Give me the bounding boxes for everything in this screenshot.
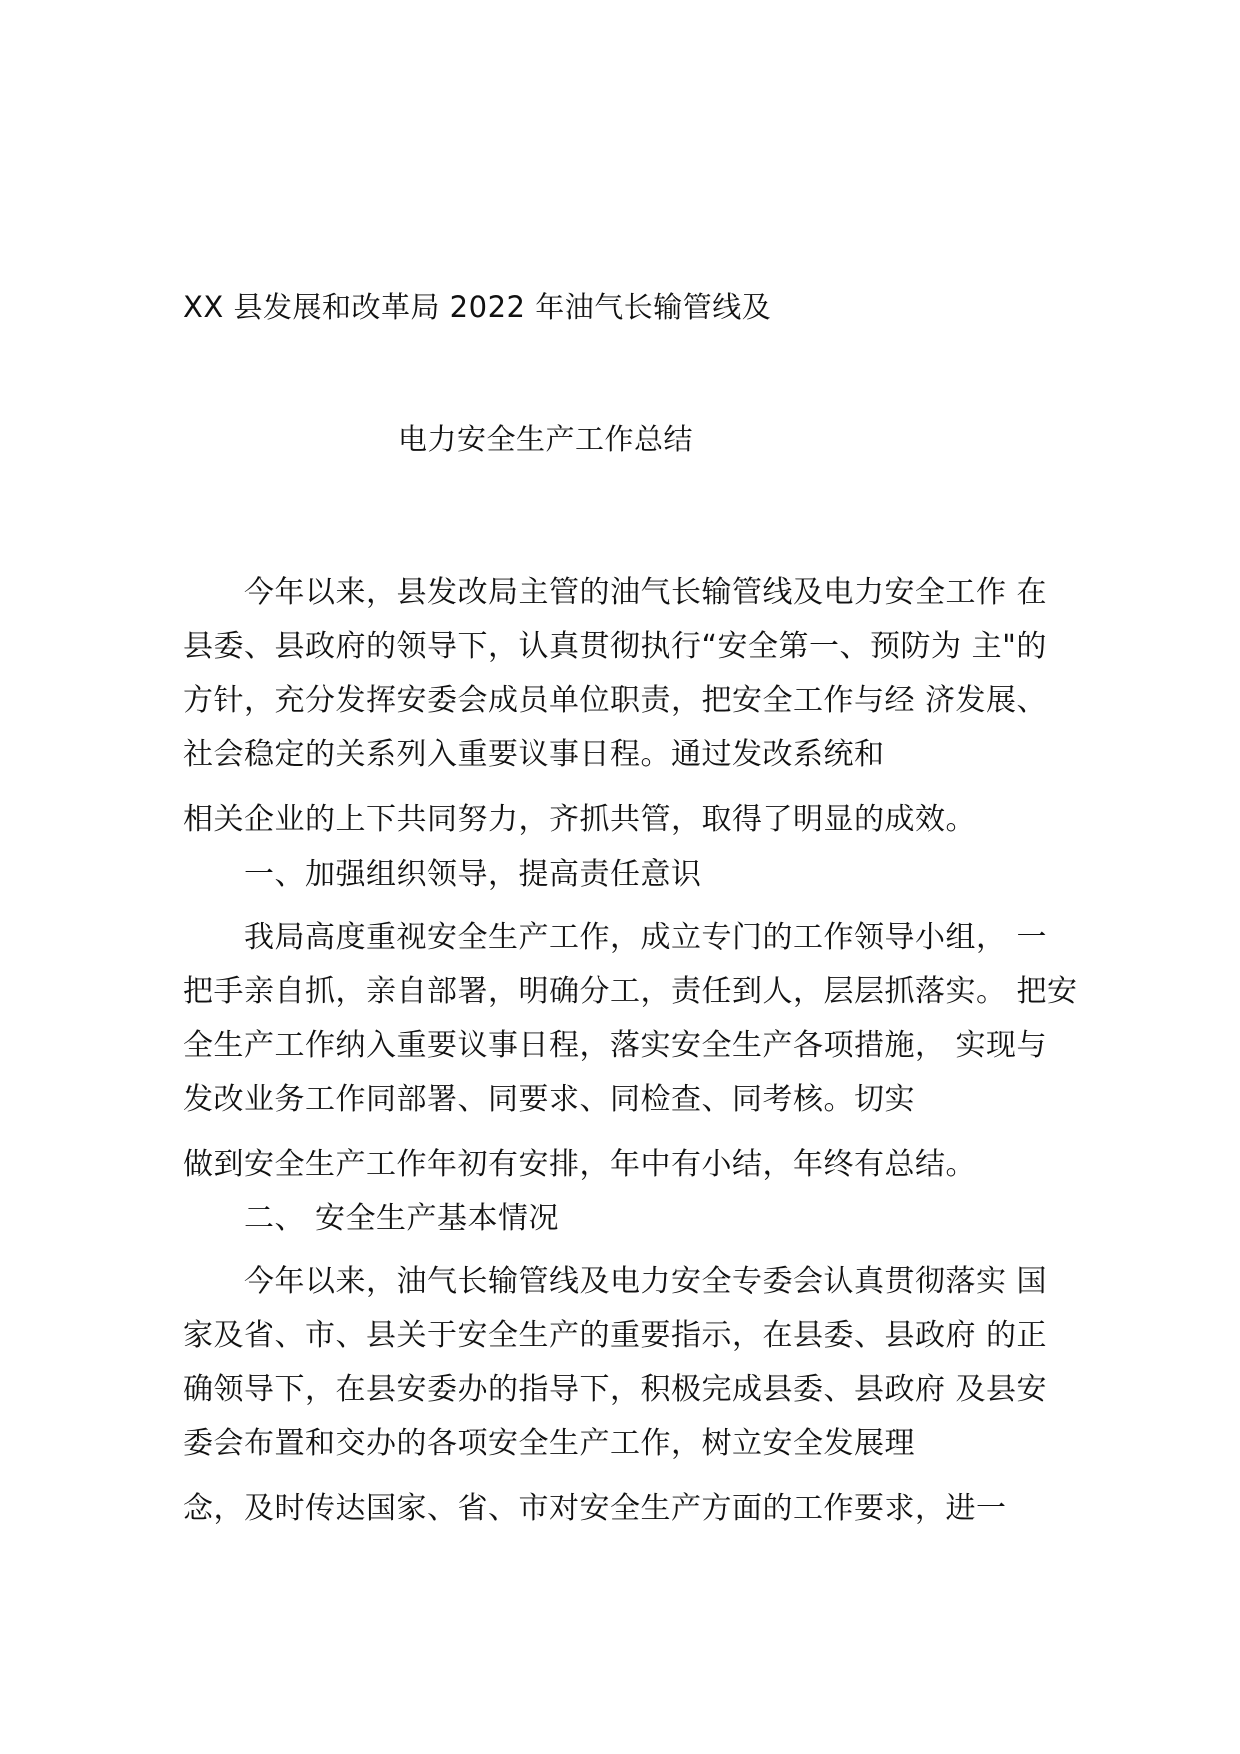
body-line: 今年以来，县发改局主管的油气长输管线及电力安全工作 在	[244, 575, 1048, 610]
body-line: 发改业务工作同部署、同要求、同检查、同考核。切实	[183, 1082, 915, 1117]
body-line: 把手亲自抓，亲自部署，明确分工，责任到人，层层抓落实。 把安	[183, 974, 1078, 1009]
body-line: 做到安全生产工作年初有安排，年中有小结，年终有总结。	[183, 1147, 976, 1182]
body-line: 念，及时传达国家、省、市对安全生产方面的工作要求，进一	[183, 1491, 1007, 1526]
body-line: 县委、县政府的领导下，认真贯彻执行“安全第一、预防为 主"的	[183, 629, 1047, 664]
body-line: 确领导下，在县安委办的指导下，积极完成县委、县政府 及县安	[183, 1372, 1048, 1407]
title-line-2: 电力安全生产工作总结	[398, 422, 694, 456]
body-line: 全生产工作纳入重要议事日程，落实安全生产各项措施， 实现与	[183, 1028, 1048, 1063]
body-line: 今年以来，油气长输管线及电力安全专委会认真贯彻落实 国	[244, 1264, 1048, 1299]
section-heading: 一、加强组织领导，提高责任意识	[244, 857, 702, 892]
section-heading: 二、 安全生产基本情况	[244, 1201, 560, 1236]
body-line: 社会稳定的关系列入重要议事日程。通过发改系统和	[183, 737, 885, 772]
body-line: 委会布置和交办的各项安全生产工作，树立安全发展理	[183, 1426, 915, 1461]
body-line: 方针，充分发挥安委会成员单位职责，把安全工作与经 济发展、	[183, 683, 1048, 718]
title-line-1: XX 县发展和改革局 2022 年油气长输管线及	[183, 290, 772, 324]
body-line: 相关企业的上下共同努力，齐抓共管，取得了明显的成效。	[183, 802, 976, 837]
body-line: 我局高度重视安全生产工作，成立专门的工作领导小组， 一	[244, 920, 1048, 955]
body-line: 家及省、市、县关于安全生产的重要指示，在县委、县政府 的正	[183, 1318, 1048, 1353]
